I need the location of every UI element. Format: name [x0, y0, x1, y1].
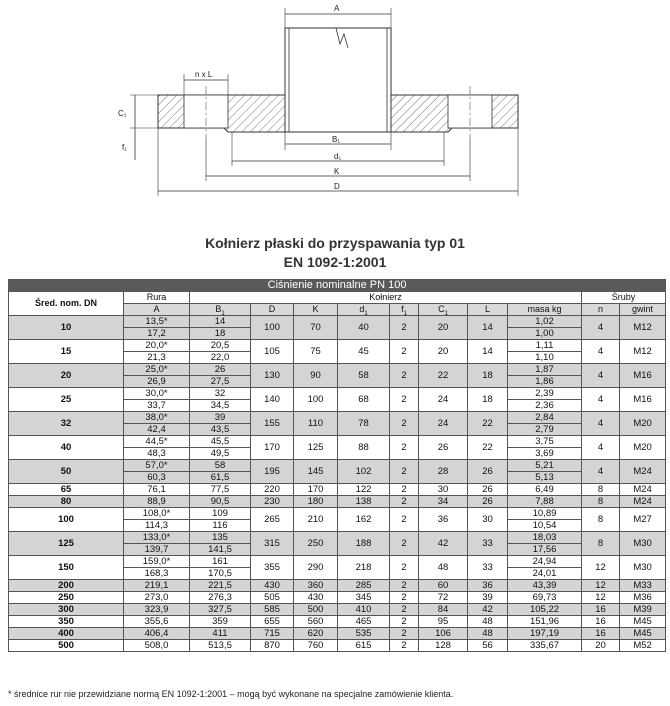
- cell-masa: 1,10: [508, 352, 582, 364]
- cell-dn: 10: [9, 316, 124, 340]
- cell-d: 100: [251, 316, 294, 340]
- cell-a: 323,9: [124, 604, 190, 616]
- footnote: * średnice rur nie przewidziane normą EN 1092-1:2001 – mogą być wykonane na specjalne zamówienie klienta.: [8, 689, 454, 699]
- cell-d: 230: [251, 496, 294, 508]
- cell-d: 655: [251, 616, 294, 628]
- cell-f1: 2: [390, 604, 419, 616]
- cell-a: 406,4: [124, 628, 190, 640]
- cell-n: 4: [582, 436, 620, 460]
- cell-k: 500: [294, 604, 338, 616]
- cell-l: 33: [468, 532, 508, 556]
- cell-d1: 285: [338, 580, 390, 592]
- cell-n: 4: [582, 388, 620, 412]
- cell-n: 12: [582, 580, 620, 592]
- cell-d: 105: [251, 340, 294, 364]
- cell-l: 26: [468, 484, 508, 496]
- cell-gwint: M20: [620, 436, 666, 460]
- dim-f1-label: f₁: [122, 143, 127, 152]
- cell-l: 18: [468, 388, 508, 412]
- cell-k: 430: [294, 592, 338, 604]
- col-d-header: D: [251, 304, 294, 316]
- document-standard: EN 1092-1:2001: [283, 254, 387, 270]
- cell-dn: 15: [9, 340, 124, 364]
- cell-d1: 188: [338, 532, 390, 556]
- cell-b1: 327,5: [190, 604, 251, 616]
- cell-l: 42: [468, 604, 508, 616]
- cell-f1: 2: [390, 412, 419, 436]
- cell-a: 13,5*: [124, 316, 190, 328]
- cell-d: 870: [251, 640, 294, 652]
- cell-masa: 2,79: [508, 424, 582, 436]
- table-row: [9, 508, 666, 520]
- cell-b1: 22,0: [190, 352, 251, 364]
- cell-b1: 411: [190, 628, 251, 640]
- cell-gwint: M24: [620, 484, 666, 496]
- cell-k: 70: [294, 316, 338, 340]
- cell-k: 760: [294, 640, 338, 652]
- cell-b1: 39: [190, 412, 251, 424]
- cell-dn: 25: [9, 388, 124, 412]
- cell-a: 48,3: [124, 448, 190, 460]
- cell-masa: 151,96: [508, 616, 582, 628]
- cell-b1: 32: [190, 388, 251, 400]
- cell-b1: 18: [190, 328, 251, 340]
- cell-masa: 2,84: [508, 412, 582, 424]
- cell-masa: 1,00: [508, 328, 582, 340]
- cell-b1: 513,5: [190, 640, 251, 652]
- cell-a: 355,6: [124, 616, 190, 628]
- cell-masa: 2,39: [508, 388, 582, 400]
- cell-c1: 84: [419, 604, 468, 616]
- cell-k: 110: [294, 412, 338, 436]
- cell-n: 4: [582, 340, 620, 364]
- cell-c1: 26: [419, 436, 468, 460]
- cell-a: 38,0*: [124, 412, 190, 424]
- cell-a: 17,2: [124, 328, 190, 340]
- cell-b1: 276,3: [190, 592, 251, 604]
- cell-masa: 105,22: [508, 604, 582, 616]
- cell-l: 33: [468, 556, 508, 580]
- cell-a: 139,7: [124, 544, 190, 556]
- cell-f1: 2: [390, 592, 419, 604]
- cell-n: 20: [582, 640, 620, 652]
- cell-dn: 20: [9, 364, 124, 388]
- cell-f1: 2: [390, 628, 419, 640]
- dim-d1-label: d₁: [334, 152, 342, 161]
- cell-masa: 1,02: [508, 316, 582, 328]
- cell-d: 715: [251, 628, 294, 640]
- cell-masa: 18,03: [508, 532, 582, 544]
- cell-d: 220: [251, 484, 294, 496]
- cell-d: 130: [251, 364, 294, 388]
- cell-d: 430: [251, 580, 294, 592]
- table-row: [9, 616, 666, 628]
- cell-a: 60,3: [124, 472, 190, 484]
- cell-k: 90: [294, 364, 338, 388]
- table-row: [9, 364, 666, 376]
- cell-dn: 300: [9, 604, 124, 616]
- col-b1-header: $B_1$: [190, 304, 251, 316]
- cell-d: 170: [251, 436, 294, 460]
- cell-n: 8: [582, 532, 620, 556]
- dim-d-label: D: [334, 182, 340, 191]
- cell-d1: 345: [338, 592, 390, 604]
- cell-dn: 80: [9, 496, 124, 508]
- cell-d1: 615: [338, 640, 390, 652]
- col-d1-header: $d_1$: [338, 304, 390, 316]
- cell-masa: 7,88: [508, 496, 582, 508]
- cell-k: 125: [294, 436, 338, 460]
- dim-c1-label: C₁: [118, 109, 127, 118]
- cell-gwint: M33: [620, 580, 666, 592]
- dim-b1-label: B₁: [332, 135, 341, 144]
- cell-d1: 88: [338, 436, 390, 460]
- cell-b1: 14: [190, 316, 251, 328]
- table-row: [9, 496, 666, 508]
- cell-n: 16: [582, 616, 620, 628]
- cell-dn: 50: [9, 460, 124, 484]
- table-row: [9, 640, 666, 652]
- cell-a: 21,3: [124, 352, 190, 364]
- cell-masa: 69,73: [508, 592, 582, 604]
- cell-c1: 24: [419, 412, 468, 436]
- table-row: [9, 460, 666, 472]
- cell-d1: 138: [338, 496, 390, 508]
- cell-c1: 34: [419, 496, 468, 508]
- col-a-header: A: [124, 304, 190, 316]
- cell-gwint: M24: [620, 496, 666, 508]
- cell-a: 133,0*: [124, 532, 190, 544]
- cell-d: 155: [251, 412, 294, 436]
- cell-n: 4: [582, 316, 620, 340]
- flange-drawing: [0, 0, 670, 225]
- cell-b1: 221,5: [190, 580, 251, 592]
- cell-d1: 162: [338, 508, 390, 532]
- col-kolnierz-header: Kołnierz: [190, 292, 582, 304]
- cell-b1: 135: [190, 532, 251, 544]
- cell-masa: 1,86: [508, 376, 582, 388]
- cell-l: 56: [468, 640, 508, 652]
- cell-k: 180: [294, 496, 338, 508]
- cell-a: 76,1: [124, 484, 190, 496]
- cell-gwint: M16: [620, 388, 666, 412]
- cell-k: 75: [294, 340, 338, 364]
- cell-d: 355: [251, 556, 294, 580]
- cell-d1: 40: [338, 316, 390, 340]
- cell-masa: 2,36: [508, 400, 582, 412]
- cell-masa: 17,56: [508, 544, 582, 556]
- cell-masa: 10,54: [508, 520, 582, 532]
- cell-c1: 36: [419, 508, 468, 532]
- cell-f1: 2: [390, 484, 419, 496]
- dim-a-label: A: [334, 4, 340, 13]
- cell-l: 26: [468, 496, 508, 508]
- pressure-banner: Ciśnienie nominalne PN 100: [9, 280, 666, 292]
- cell-f1: 2: [390, 616, 419, 628]
- dim-nxl-label: n x L: [195, 70, 213, 79]
- cell-gwint: M30: [620, 532, 666, 556]
- cell-masa: 6,49: [508, 484, 582, 496]
- cell-b1: 161: [190, 556, 251, 568]
- cell-n: 12: [582, 592, 620, 604]
- cell-d1: 102: [338, 460, 390, 484]
- cell-dn: 350: [9, 616, 124, 628]
- cell-gwint: M39: [620, 604, 666, 616]
- cell-c1: 22: [419, 364, 468, 388]
- cell-a: 44,5*: [124, 436, 190, 448]
- cell-c1: 24: [419, 388, 468, 412]
- table-row: [9, 484, 666, 496]
- cell-d: 315: [251, 532, 294, 556]
- table-row: [9, 580, 666, 592]
- dim-k-label: K: [334, 167, 340, 176]
- cell-c1: 95: [419, 616, 468, 628]
- cell-gwint: M24: [620, 460, 666, 484]
- cell-c1: 28: [419, 460, 468, 484]
- table-row: [9, 628, 666, 640]
- cell-c1: 42: [419, 532, 468, 556]
- table-row: [9, 388, 666, 400]
- cell-a: 159,0*: [124, 556, 190, 568]
- cell-masa: 197,19: [508, 628, 582, 640]
- cell-gwint: M36: [620, 592, 666, 604]
- cell-c1: 20: [419, 316, 468, 340]
- col-sruby-header: Śruby: [582, 292, 666, 304]
- cell-dn: 65: [9, 484, 124, 496]
- cell-b1: 27,5: [190, 376, 251, 388]
- table-row: [9, 604, 666, 616]
- col-rura-header: Rura: [124, 292, 190, 304]
- cell-k: 250: [294, 532, 338, 556]
- cell-dn: 200: [9, 580, 124, 592]
- cell-a: 219,1: [124, 580, 190, 592]
- cell-k: 560: [294, 616, 338, 628]
- cell-dn: 500: [9, 640, 124, 652]
- cell-l: 14: [468, 340, 508, 364]
- cell-a: 57,0*: [124, 460, 190, 472]
- cell-d1: 465: [338, 616, 390, 628]
- cell-f1: 2: [390, 532, 419, 556]
- cell-a: 33,7: [124, 400, 190, 412]
- cell-d: 265: [251, 508, 294, 532]
- cell-masa: 3,75: [508, 436, 582, 448]
- cell-a: 20,0*: [124, 340, 190, 352]
- cell-f1: 2: [390, 388, 419, 412]
- cell-b1: 61,5: [190, 472, 251, 484]
- col-n-header: n: [582, 304, 620, 316]
- cell-b1: 58: [190, 460, 251, 472]
- cell-c1: 30: [419, 484, 468, 496]
- cell-d1: 78: [338, 412, 390, 436]
- cell-n: 4: [582, 364, 620, 388]
- cell-d: 505: [251, 592, 294, 604]
- cell-a: 25,0*: [124, 364, 190, 376]
- cell-n: 4: [582, 412, 620, 436]
- cell-b1: 34,5: [190, 400, 251, 412]
- cell-b1: 20,5: [190, 340, 251, 352]
- cell-masa: 1,11: [508, 340, 582, 352]
- cell-l: 14: [468, 316, 508, 340]
- cell-gwint: M12: [620, 340, 666, 364]
- cell-n: 8: [582, 484, 620, 496]
- cell-a: 88,9: [124, 496, 190, 508]
- cell-gwint: M20: [620, 412, 666, 436]
- cell-masa: 3,69: [508, 448, 582, 460]
- cell-a: 30,0*: [124, 388, 190, 400]
- cell-gwint: M52: [620, 640, 666, 652]
- cell-n: 16: [582, 628, 620, 640]
- cell-c1: 72: [419, 592, 468, 604]
- cell-k: 100: [294, 388, 338, 412]
- cell-l: 30: [468, 508, 508, 532]
- col-l-header: L: [468, 304, 508, 316]
- cell-l: 26: [468, 460, 508, 484]
- cell-d: 140: [251, 388, 294, 412]
- cell-n: 4: [582, 460, 620, 484]
- cell-b1: 26: [190, 364, 251, 376]
- cell-a: 273,0: [124, 592, 190, 604]
- cell-n: 8: [582, 508, 620, 532]
- cell-b1: 43,5: [190, 424, 251, 436]
- cell-d1: 68: [338, 388, 390, 412]
- cell-c1: 128: [419, 640, 468, 652]
- cell-dn: 40: [9, 436, 124, 460]
- cell-masa: 5,21: [508, 460, 582, 472]
- cell-f1: 2: [390, 640, 419, 652]
- cell-c1: 20: [419, 340, 468, 364]
- cell-a: 508,0: [124, 640, 190, 652]
- cell-f1: 2: [390, 364, 419, 388]
- cell-masa: 10,89: [508, 508, 582, 520]
- table-row: [9, 436, 666, 448]
- cell-masa: 43,39: [508, 580, 582, 592]
- cell-dn: 400: [9, 628, 124, 640]
- cell-k: 620: [294, 628, 338, 640]
- cell-f1: 2: [390, 556, 419, 580]
- cell-b1: 109: [190, 508, 251, 520]
- cell-f1: 2: [390, 316, 419, 340]
- cell-l: 36: [468, 580, 508, 592]
- col-c1-header: $C_1$: [419, 304, 468, 316]
- cell-d1: 535: [338, 628, 390, 640]
- cell-a: 26,9: [124, 376, 190, 388]
- cell-b1: 116: [190, 520, 251, 532]
- cell-dn: 125: [9, 532, 124, 556]
- cell-k: 145: [294, 460, 338, 484]
- cell-f1: 2: [390, 340, 419, 364]
- col-f1-header: $f_1$: [390, 304, 419, 316]
- col-masa-header: masa kg: [508, 304, 582, 316]
- cell-masa: 5,13: [508, 472, 582, 484]
- cell-gwint: M30: [620, 556, 666, 580]
- cell-a: 42,4: [124, 424, 190, 436]
- table-row: [9, 592, 666, 604]
- cell-b1: 90,5: [190, 496, 251, 508]
- cell-f1: 2: [390, 436, 419, 460]
- cell-dn: 250: [9, 592, 124, 604]
- flange-spec-table: [8, 279, 666, 652]
- cell-c1: 60: [419, 580, 468, 592]
- cell-c1: 48: [419, 556, 468, 580]
- cell-a: 108,0*: [124, 508, 190, 520]
- cell-b1: 141,5: [190, 544, 251, 556]
- table-row: [9, 316, 666, 328]
- cell-b1: 49,5: [190, 448, 251, 460]
- cell-d1: 45: [338, 340, 390, 364]
- cell-b1: 170,5: [190, 568, 251, 580]
- cell-a: 168,3: [124, 568, 190, 580]
- cell-b1: 45,5: [190, 436, 251, 448]
- cell-gwint: M45: [620, 616, 666, 628]
- col-k-header: K: [294, 304, 338, 316]
- cell-l: 22: [468, 412, 508, 436]
- cell-d: 585: [251, 604, 294, 616]
- cell-n: 12: [582, 556, 620, 580]
- cell-masa: 335,67: [508, 640, 582, 652]
- cell-masa: 24,01: [508, 568, 582, 580]
- cell-d1: 218: [338, 556, 390, 580]
- col-gwint-header: gwint: [620, 304, 666, 316]
- table-row: [9, 340, 666, 352]
- cell-gwint: M12: [620, 316, 666, 340]
- cell-k: 360: [294, 580, 338, 592]
- cell-d1: 410: [338, 604, 390, 616]
- table-row: [9, 412, 666, 424]
- cell-c1: 106: [419, 628, 468, 640]
- cell-f1: 2: [390, 496, 419, 508]
- table-row: [9, 556, 666, 568]
- table-row: [9, 532, 666, 544]
- col-dn-header: Śred. nom. DN: [9, 292, 124, 316]
- cell-l: 48: [468, 616, 508, 628]
- cell-b1: 359: [190, 616, 251, 628]
- cell-d: 195: [251, 460, 294, 484]
- cell-b1: 77,5: [190, 484, 251, 496]
- cell-k: 170: [294, 484, 338, 496]
- cell-masa: 1,87: [508, 364, 582, 376]
- cell-f1: 2: [390, 460, 419, 484]
- cell-f1: 2: [390, 580, 419, 592]
- cell-a: 114,3: [124, 520, 190, 532]
- cell-l: 48: [468, 628, 508, 640]
- cell-l: 18: [468, 364, 508, 388]
- cell-masa: 24,94: [508, 556, 582, 568]
- cell-k: 210: [294, 508, 338, 532]
- document-title: Kołnierz płaski do przyspawania typ 01: [205, 235, 465, 251]
- cell-n: 8: [582, 496, 620, 508]
- cell-n: 16: [582, 604, 620, 616]
- cell-gwint: M27: [620, 508, 666, 532]
- cell-d1: 58: [338, 364, 390, 388]
- cell-d1: 122: [338, 484, 390, 496]
- cell-l: 39: [468, 592, 508, 604]
- cell-gwint: M45: [620, 628, 666, 640]
- cell-k: 290: [294, 556, 338, 580]
- cell-l: 22: [468, 436, 508, 460]
- cell-gwint: M16: [620, 364, 666, 388]
- cell-dn: 150: [9, 556, 124, 580]
- cell-dn: 100: [9, 508, 124, 532]
- cell-dn: 32: [9, 412, 124, 436]
- cell-f1: 2: [390, 508, 419, 532]
